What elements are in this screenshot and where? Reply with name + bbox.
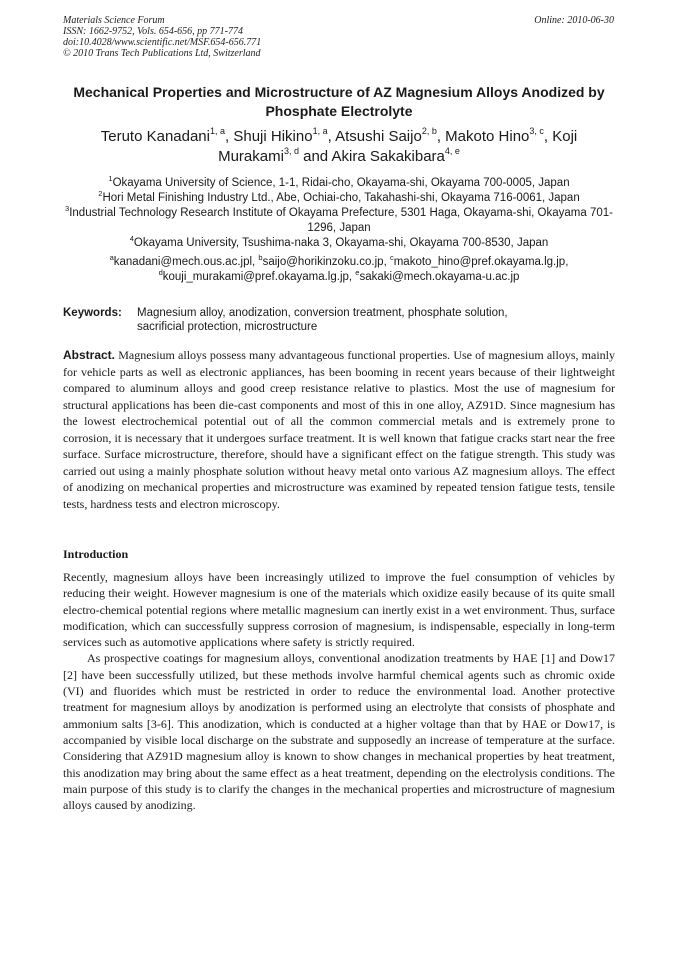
affiliation-text: Industrial Technology Research Institute of Okayama Prefecture, 5301 Haga, Okayama-shi, Okayama 701-1296, Japan [69,207,613,234]
affiliation [63,236,615,251]
author-separator: , [436,128,446,145]
doi-line[interactable]: doi:10.4028/www.scientific.net/MSF.654-656.771 [63,37,262,48]
journal-header [63,15,261,59]
author: Shuji Hikino [233,128,313,145]
author-separator: , [327,128,336,145]
author-affiliation-mark: 3, d [283,146,299,156]
author: Makoto Hino [445,128,530,145]
author: Atsushi Saijo [335,128,422,145]
author-affiliation-mark: 3, c [529,126,544,136]
abstract-block [63,347,615,512]
author: Teruto Kanadani [100,128,210,145]
email-address[interactable]: kouji_murakami@pref.okayama.lg.jp, [162,271,356,283]
keywords-label: Keywords: [63,307,122,319]
journal-name: Materials Science Forum [63,15,165,26]
abstract-text: Magnesium alloys possess many advantageous functional properties. Use of magnesium alloys, mainly for vehicle parts as well as electronic appliances, has been booming in recent years because of their lightweight compared to aluminum alloys and good creep resistance relative to plastics. Most the use of magnesium for structural applications has been die-cast components and most of this in one alloy, AZ91D. Since magnesium has the lowest electrochemical potential out of all the common commercial metals and is extremely prone to corrosion, it is necessary that it undergoes surface treatment. It is well known that fatigue cracks start near the free surface. Surface microstructure, therefore, should have a significant effect on the fatigue strength. This study was carried out using a mainly phosphate solution without heavy metal onto various AZ magnesium alloys. The effect of anodizing on mechanical properties and microstructure was examined by repeated tension fatigue tests, tensile tests, hardness tests and electron microscopy. [63,348,616,511]
paper-title: Mechanical Properties and Microstructure of AZ Magnesium Alloys Anodized by Phosphate Electrolyte [73,84,605,119]
affiliation-list [63,176,615,251]
author-separator: , [225,128,234,145]
affiliation [63,191,615,206]
author-separator: , [543,128,553,145]
author-affiliation-mark: 4, e [444,146,460,156]
affiliation-text: Okayama University, Tsushima-naka 3, Okayama-shi, Okayama 700-8530, Japan [133,237,549,249]
introduction-heading: Introduction [63,547,129,561]
online-date: Online: 2010-06-30 [534,15,614,26]
affiliation-number: 4 [129,234,134,244]
affiliation [63,206,615,236]
affiliation [63,176,615,191]
affiliation-number: 3 [65,204,70,214]
email-address[interactable]: saijo@horikinzoku.co.jp, [262,256,390,268]
email-mark: d [158,268,163,278]
affiliation-text: Hori Metal Finishing Industry Ltd., Abe, Ochiai-cho, Takahashi-shi, Okayama 716-0061, Japan [102,192,580,204]
email-mark: b [258,253,263,263]
author: Akira Sakakibara [331,148,445,165]
author-separator: and [298,148,332,165]
paragraph: Recently, magnesium alloys have been increasingly utilized to improve the fuel consumption of vehicles by reducing their weight. However magnesium is one of the materials which oxidize easily because of its quite small electro-chemical potential regions where metallic magnesium can inertly exist in a wet environment. Thus, surface modification, which can successfully suppress corrosion of magnesium, is indispensable, especially in long-term services such as automotive applications where safety is strictly required. [63,570,615,650]
email-list [63,255,615,285]
author-affiliation-mark: 1, a [209,126,225,136]
email-address[interactable]: sakaki@mech.okayama-u.ac.jp [359,271,520,283]
email-address[interactable]: kanadani@mech.ous.ac.jpl, [113,256,259,268]
email-mark: e [355,268,360,278]
author: Koji Murakami [218,128,578,165]
copyright-line: © 2010 Trans Tech Publications Ltd, Switzerland [63,48,261,59]
email-line [63,255,615,270]
author-affiliation-mark: 2, b [421,126,437,136]
email-line [63,270,615,285]
keywords-text: Magnesium alloy, anodization, conversion treatment, phosphate solution, sacrificial protection, microstructure [137,307,508,333]
affiliation-text: Okayama University of Science, 1-1, Ridai-cho, Okayama-shi, Okayama 700-0005, Japan [112,177,570,189]
email-address[interactable]: makoto_hino@pref.okayama.lg.jp, [393,256,569,268]
issn-line: ISSN: 1662-9752, Vols. 654-656, pp 771-774 [63,26,243,37]
introduction-body [63,569,615,813]
author-affiliation-mark: 1, a [312,126,328,136]
email-mark: c [389,253,394,263]
paragraph: As prospective coatings for magnesium alloys, conventional anodization treatments by HAE [1] and Dow17 [2] have been successfully utilized, but these methods involve harmful chemical agents such as chromic oxide (VI) and fluorides which must be restricted in order to reduce the environmental load. Another protective treatment for magnesium alloys by anodization is performed using an electrolyte that consists of phosphate and ammonium salts [3-6]. This anodization, which is conducted at a higher voltage than that by HAE or Dow17, is accompanied by visible local discharge on the substrate and supposedly an increase of temperature at the surface. Considering that AZ91D magnesium alloy is known to show changes in mechanical properties by heat treatment, this anodization may bring about the same effect as a heat treatment, depending on the electrolysis conditions. The main purpose of this study is to clarify the changes in the mechanical properties and microstructure of magnesium alloys caused by anodizing. [63,651,615,813]
author-list [63,127,615,167]
email-mark: a [109,253,114,263]
affiliation-number: 2 [98,189,103,199]
abstract-label: Abstract. [63,348,116,362]
affiliation-number: 1 [108,174,113,184]
